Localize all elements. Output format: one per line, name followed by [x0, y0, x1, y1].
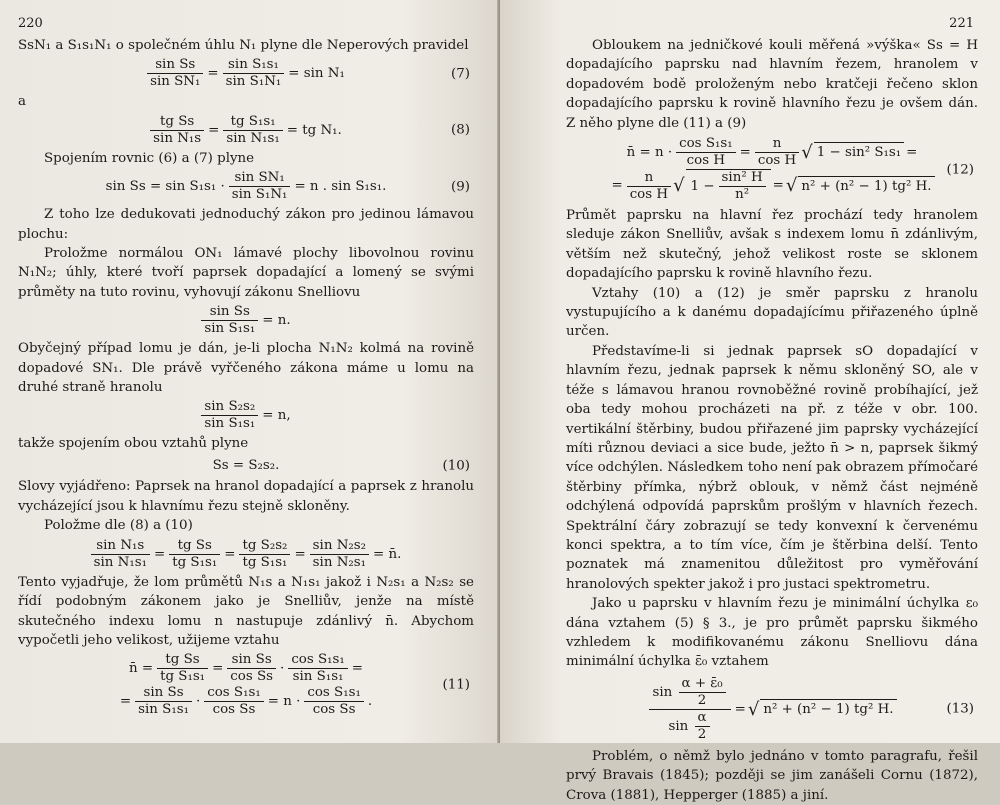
paragraph: takže spojením obou vztahů plyne: [18, 436, 249, 452]
paragraph: Vztahy (10) a (12) je směr paprsku z hranolu vystupujícího a k danému dopadajícímu přiřazeného úplně určen.: [566, 285, 978, 340]
paragraph: a: [18, 94, 26, 110]
sqrt-sign: √: [785, 175, 798, 197]
equation-7: $\frac{\text{sin Ss}}{\text{sin SN₁}}$ = $\frac{\text{sin S₁s₁}}{\text{sin S₁N₁}}$ = sin N₁ (7): [18, 57, 474, 90]
page-number-left: 220: [18, 16, 43, 31]
equation-chain: $\frac{\text{sin N₁s}}{\text{sin N₁s₁}}$ = $\frac{\text{tg Ss}}{\text{tg S₁s₁}}$ = $\frac{\text{tg S₂s₂}}{\text{tg S₁s₁}}$ = $\frac{\text{sin N₂s₂}}{\text{sin N₂s₁}}$ = n̄.: [18, 538, 474, 571]
paragraph: Z toho lze dedukovati jednoduchý zákon pro jedinou lámavou plochu:: [18, 207, 474, 242]
paragraph: Tento vyjadřuje, že lom průmětů N₁s a N₁s₁ jakož i N₂s₁ a N₂s₂ se řídí podobným zákonem jako je Snelliův, jenže na místě skutečného indexu lomu n nastupuje zdánlivý n̄. Abychom vypočetli jeho velikost, užijeme vztahu: [18, 574, 474, 648]
equation-11: n̄ = $\frac{\text{tg Ss}}{\text{tg S₁s₁}}$ = $\frac{\text{sin Ss}}{\text{cos Ss}}$ · $\frac{\text{cos S₁s₁}}{\text{sin S₁s₁}}$ = = $\frac{\text{sin Ss}}{\text{sin S₁s₁}}$ · $\frac{\text{cos S₁s₁}}{\text{cos Ss}}$ = n · $\frac{\text{cos S₁s₁}}{\text{cos Ss}}$ . (11): [119, 652, 470, 718]
page-number-right: 221: [949, 16, 974, 31]
equation-12: n̄ = n · $\frac{\text{cos S₁s₁}}{\text{cos H}}$ = $\frac{n}{\text{cos H}}$ √ 1 − sin² S₁s₁ = = $\frac{n}{\text{cos H}}$ √ 1 − $\frac{\text{sin² H}}{\text{n²}}$ = √ n² + (n² − 1) tg² H. (12): [611, 136, 974, 203]
equation-number: (10): [442, 457, 470, 473]
paragraph: Představíme-li si jednak paprsek sO dopadající v hlavním řezu, jednak paprsek k němu skloněný SO, ale v téže s lámavou hranou rovnoběžné rovině probíhající, jež oba tedy mohou procházeti na př. z téže v obr. 100. vertikální štěrbiny, budou přiřazené jim paprsky vycházející míti různou deviaci a sice bude, ježto n̄ > n, paprsek šikmý více odchýlen. Následkem toho není pak obrazem přímočaré štěrbiny přímka, nýbrž oblouk, v němž část nejméně odchýlená odpovídá paprskům prošlým v hlavních řezech. Spektrální čáry zobrazují se tedy konvexní k červenému konci spektra, a to tím více, čím je štěrbina delší. Tento poznatek má znamenitou důležitost pro vyměřování hranolových spekter jakož i pro justaci spektrometru.: [566, 343, 978, 592]
paragraph: Problém, o němž bylo jednáno v tomto paragrafu, řešil prvý Bravais (1845); později se jim zanášeli Cornu (1872), Crova (1881), Hepperger (1885) a jiní.: [566, 748, 978, 803]
sqrt-sign: √: [801, 141, 813, 163]
paragraph: Jako u paprsku v hlavním řezu je minimální úchylka ε₀ dána vztahem (5) § 3., je pro průmět paprsku šikmého vzhledem k modifikovanému zákonu Snelliovu dána minimální úchylka ε̄₀ vztahem: [566, 596, 978, 670]
equation-number: (13): [946, 701, 974, 717]
equation-13: sin $\frac{\text{α + ε̄₀}}{2}$ sin $\frac{\alpha}{2}$ = √ n² + (n² − 1) tg² H. (13): [566, 676, 978, 743]
equation-8: $\frac{\text{tg Ss}}{\text{sin N₁s}}$ = $\frac{\text{tg S₁s₁}}{\text{sin N₁s₁}}$ = tg N₁. (8): [18, 114, 474, 147]
right-page: [500, 0, 1000, 803]
paragraph: Slovy vyjádřeno: Paprsek na hranol dopadající a paprsek z hranolu vycházející jsou k hlavnímu řezu stejně skloněny.: [18, 479, 474, 514]
equation-second-face: $\frac{\text{sin S₂s₂}}{\text{sin S₁s₁}}$ = n,: [18, 399, 474, 432]
equation-snell: $\frac{\text{sin Ss}}{\text{sin S₁s₁}}$ = n.: [18, 304, 474, 337]
paragraph: Obyčejný případ lomu je dán, je-li plocha N₁N₂ kolmá na rovině dopadové SN₁. Dle právě vyřčeného zákona máme u lomu na druhé straně hranolu: [18, 341, 474, 396]
paragraph: Obloukem na jedničkové kouli měřená »výška« Ss = H dopadajícího paprsku nad hlavním řezem, hranolem v dopadovém bodě proloženým nebo kratčeji řečeno sklon dopadajícího paprsku k rovině hlavního řezu je ovšem dán. Z něho plyne dle (11) a (9): [566, 38, 978, 131]
equation-number: (8): [451, 122, 470, 138]
equation-number: (7): [451, 66, 470, 82]
equation-number: (9): [451, 179, 470, 195]
left-page: [0, 0, 500, 743]
equation-10: Ss = S₂s₂. (10): [18, 456, 474, 476]
paragraph: SsN₁ a S₁s₁N₁ o společném úhlu N₁ plyne dle Neperových pravidel: [18, 38, 469, 53]
sqrt-sign: √: [673, 175, 685, 197]
equation-number: (11): [442, 677, 470, 693]
paragraph: Položme dle (8) a (10): [44, 518, 193, 534]
equation-number: (12): [946, 161, 974, 177]
equation-9: sin Ss = sin S₁s₁ · $\frac{\text{sin SN₁}}{\text{sin S₁N₁}}$ = n . sin S₁s₁. (9): [105, 170, 470, 203]
sqrt-sign: √: [747, 698, 760, 720]
paragraph: Průmět paprsku na hlavní řez prochází tedy hranolem sleduje zákon Snelliův, avšak s indexem lomu n̄ zdánlivým, větším než skutečný, jehož velikost roste se sklonem dopadajícího paprsku k rovině hlavního řezu.: [566, 208, 978, 282]
paragraph: Proložme normálou ON₁ lámavé plochy libovolnou rovinu N₁N₂; úhly, které tvoří paprsek dopadající a lomený se svými průměty na tuto rovinu, vyhovují zákonu Snelliovu: [18, 246, 474, 300]
paragraph: Spojením rovnic (6) a (7) plyne: [44, 150, 255, 166]
